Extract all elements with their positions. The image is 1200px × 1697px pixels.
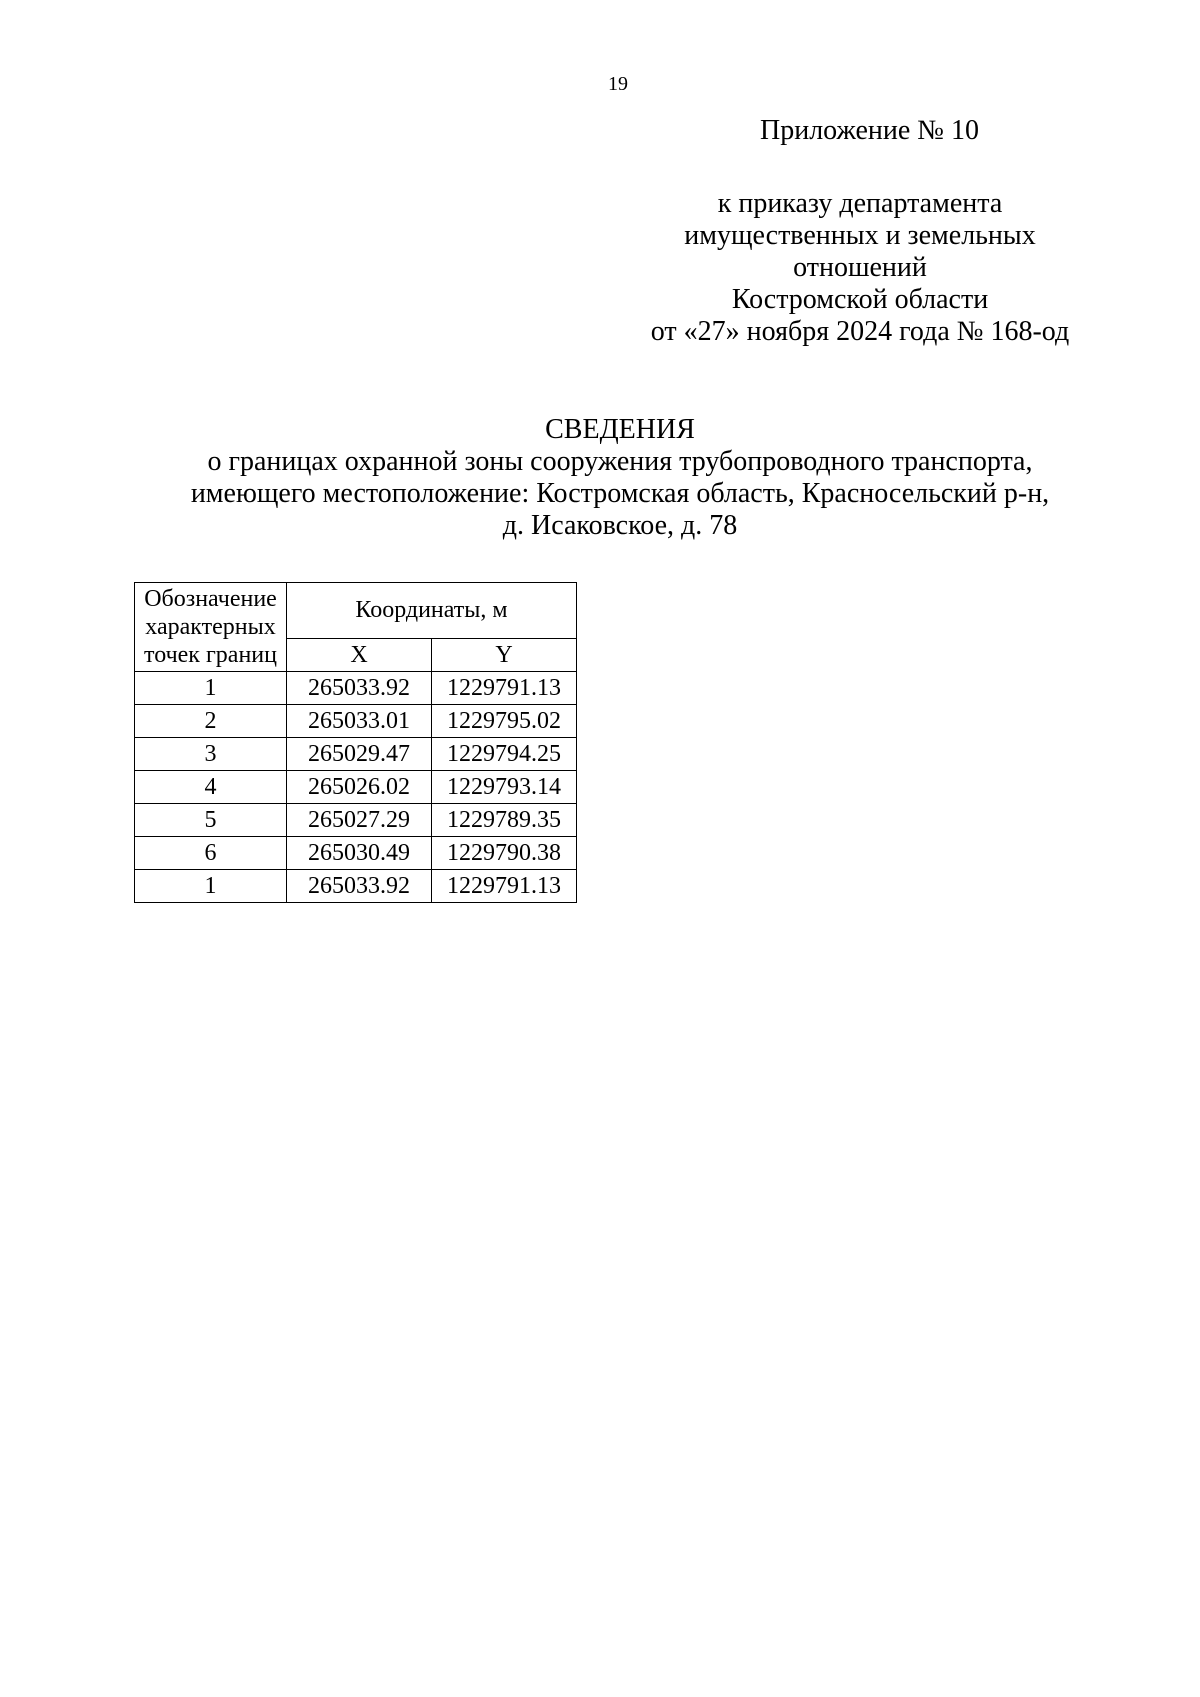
table-row [135,705,577,738]
header-point-line: точек границ [144,642,277,668]
cell-point: 3 [135,738,287,771]
cell-y: 1229791.13 [432,870,577,903]
appendix-title: Приложение № 10 [760,115,979,146]
document-heading [120,414,1120,542]
header-point-line: характерных [145,614,276,640]
cell-y: 1229794.25 [432,738,577,771]
cell-y: 1229795.02 [432,705,577,738]
table-row [135,771,577,804]
table-row [135,804,577,837]
coordinates-table [134,582,577,903]
header-coordinates: Координаты, м [287,583,577,639]
cell-point: 6 [135,837,287,870]
cell-point: 1 [135,672,287,705]
appendix-reference [640,188,1080,348]
page-number: 19 [608,73,628,95]
appendix-line: отношений [793,252,927,283]
header-y: Y [432,639,577,672]
cell-point: 2 [135,705,287,738]
document-title: СВЕДЕНИЯ [545,414,695,445]
cell-point: 1 [135,870,287,903]
cell-x: 265033.92 [287,870,432,903]
cell-x: 265026.02 [287,771,432,804]
heading-line: д. Исаковское, д. 78 [502,510,738,541]
cell-y: 1229791.13 [432,672,577,705]
header-point-designation [135,583,287,672]
appendix-line: к приказу департамента [717,188,1003,219]
heading-line: о границах охранной зоны сооружения трубопроводного транспорта, [207,446,1033,477]
table-row [135,672,577,705]
cell-point: 5 [135,804,287,837]
cell-y: 1229789.35 [432,804,577,837]
appendix-line: Костромской области [731,284,989,315]
cell-x: 265030.49 [287,837,432,870]
cell-x: 265027.29 [287,804,432,837]
header-x: X [287,639,432,672]
table-row [135,870,577,903]
header-point-line: Обозначение [144,586,277,612]
cell-x: 265033.92 [287,672,432,705]
appendix-line: от «27» ноября 2024 года № 168-од [650,316,1070,347]
table-row [135,738,577,771]
cell-x: 265033.01 [287,705,432,738]
appendix-line: имущественных и земельных [684,220,1036,251]
cell-point: 4 [135,771,287,804]
table-row [135,837,577,870]
cell-y: 1229793.14 [432,771,577,804]
cell-x: 265029.47 [287,738,432,771]
cell-y: 1229790.38 [432,837,577,870]
heading-line: имеющего местоположение: Костромская область, Красносельский р-н, [190,478,1050,509]
